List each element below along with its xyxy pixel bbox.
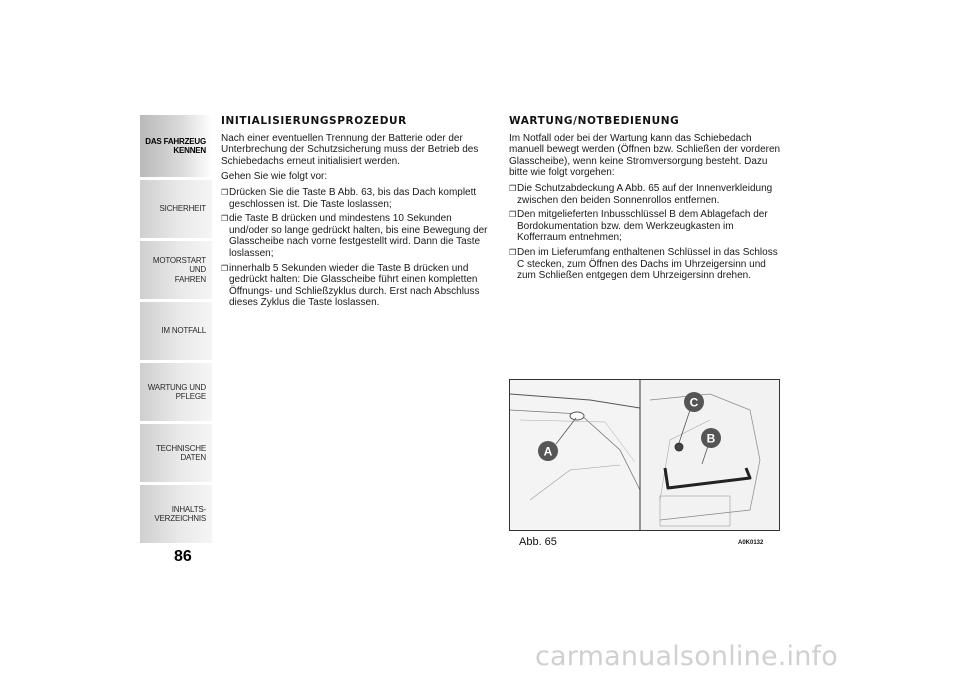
intro-paragraph: Im Notfall oder bei der Wartung kann das Schiebedach manuell bewegt werden (Öffnen bzw. Schließen der vorderen Glasscheibe), wenn keine Stromversorgung besteht. Dazu bitte wie folgt vorgehen: [509, 132, 781, 179]
list-item [509, 209, 781, 244]
tab-technische-daten[interactable]: TECHNISCHE DATEN [140, 424, 212, 482]
watermark: carmanualsonline.info [535, 641, 838, 672]
label-a: A [543, 444, 553, 459]
section-heading: INITIALISIERUNGSPROZEDUR [221, 115, 407, 127]
list-item-text: Drücken Sie die Taste B Abb. 63, bis das Dach komplett geschlossen ist. Die Taste loslassen; [229, 186, 477, 210]
tab-wartung-und-pflege[interactable]: WARTUNG UND PFLEGE [140, 363, 212, 421]
maintenance-section [509, 116, 781, 285]
lead-paragraph: Gehen Sie wie folgt vor: [221, 171, 328, 183]
figure-code: A0K0132 [738, 540, 764, 546]
list-item [221, 187, 493, 210]
tab-das-fahrzeug-kennen[interactable]: DAS FAHRZEUG KENNEN [140, 115, 212, 177]
sunroof-drawing [510, 380, 779, 530]
list-item [221, 263, 493, 309]
figure-caption: Abb. 65 [519, 536, 557, 548]
list-item [509, 183, 781, 206]
checkbox-bullet-icon: ❒ [509, 247, 517, 257]
checkbox-bullet-icon: ❒ [221, 214, 229, 224]
list-item-text: Die Schutzabdeckung A Abb. 65 auf der Innenverkleidung zwischen den beiden Sonnenrollos entfernen. [517, 182, 773, 206]
list-item [509, 247, 781, 282]
tab-inhaltsverzeichnis[interactable]: INHALTS- VERZEICHNIS [140, 485, 212, 543]
tab-motorstart-und-fahren[interactable]: MOTORSTART UND FAHREN [140, 241, 212, 299]
list-item-text: innerhalb 5 Sekunden wieder die Taste B drücken und gedrückt halten: Die Glasscheibe führt einen kompletten Öffnungs- und Schließzyklus durch. Erst nach Abschluss dieses Zyklus die Taste loslassen. [229, 262, 480, 309]
list-item-text: die Taste B drücken und mindestens 10 Sekunden und/oder so lange gedrückt halten, bis eine Bewegung der Glasscheibe nach vorne festgestellt wird. Dann die Taste loslassen; [229, 213, 488, 259]
sunroof-illustration [509, 379, 780, 531]
label-c: C [689, 395, 699, 410]
list-item-text: Den im Lieferumfang enthaltenen Schlüssel in das Schloss C stecken, zum Öffnen des Dachs im Uhrzeigersinn und zum Schließen entgegen dem Uhrzeigersinn drehen. [517, 246, 778, 282]
checkbox-bullet-icon: ❒ [221, 187, 229, 197]
initialization-section [221, 116, 493, 312]
label-b: B [706, 431, 716, 446]
section-heading: WARTUNG/NOTBEDIENUNG [509, 115, 680, 127]
intro-paragraph: Nach einer eventuellen Trennung der Batterie oder der Unterbrechung der Schutzsicherung muss der Betrieb des Schiebedachs erneut initialisiert werden. [221, 132, 479, 167]
checkbox-bullet-icon: ❒ [221, 263, 229, 273]
tab-sicherheit[interactable]: SICHERHEIT [140, 180, 212, 238]
list-item [221, 213, 493, 259]
tab-im-notfall[interactable]: IM NOTFALL [140, 302, 212, 360]
page-number: 86 [174, 548, 192, 565]
chapter-sidebar [140, 115, 212, 546]
list-item-text: Den mitgelieferten Inbusschlüssel B dem Ablagefach der Bordokumentation bzw. dem Werkzeugkasten im Kofferraum entnehmen; [517, 209, 768, 244]
checkbox-bullet-icon: ❒ [509, 210, 517, 220]
checkbox-bullet-icon: ❒ [509, 183, 517, 193]
